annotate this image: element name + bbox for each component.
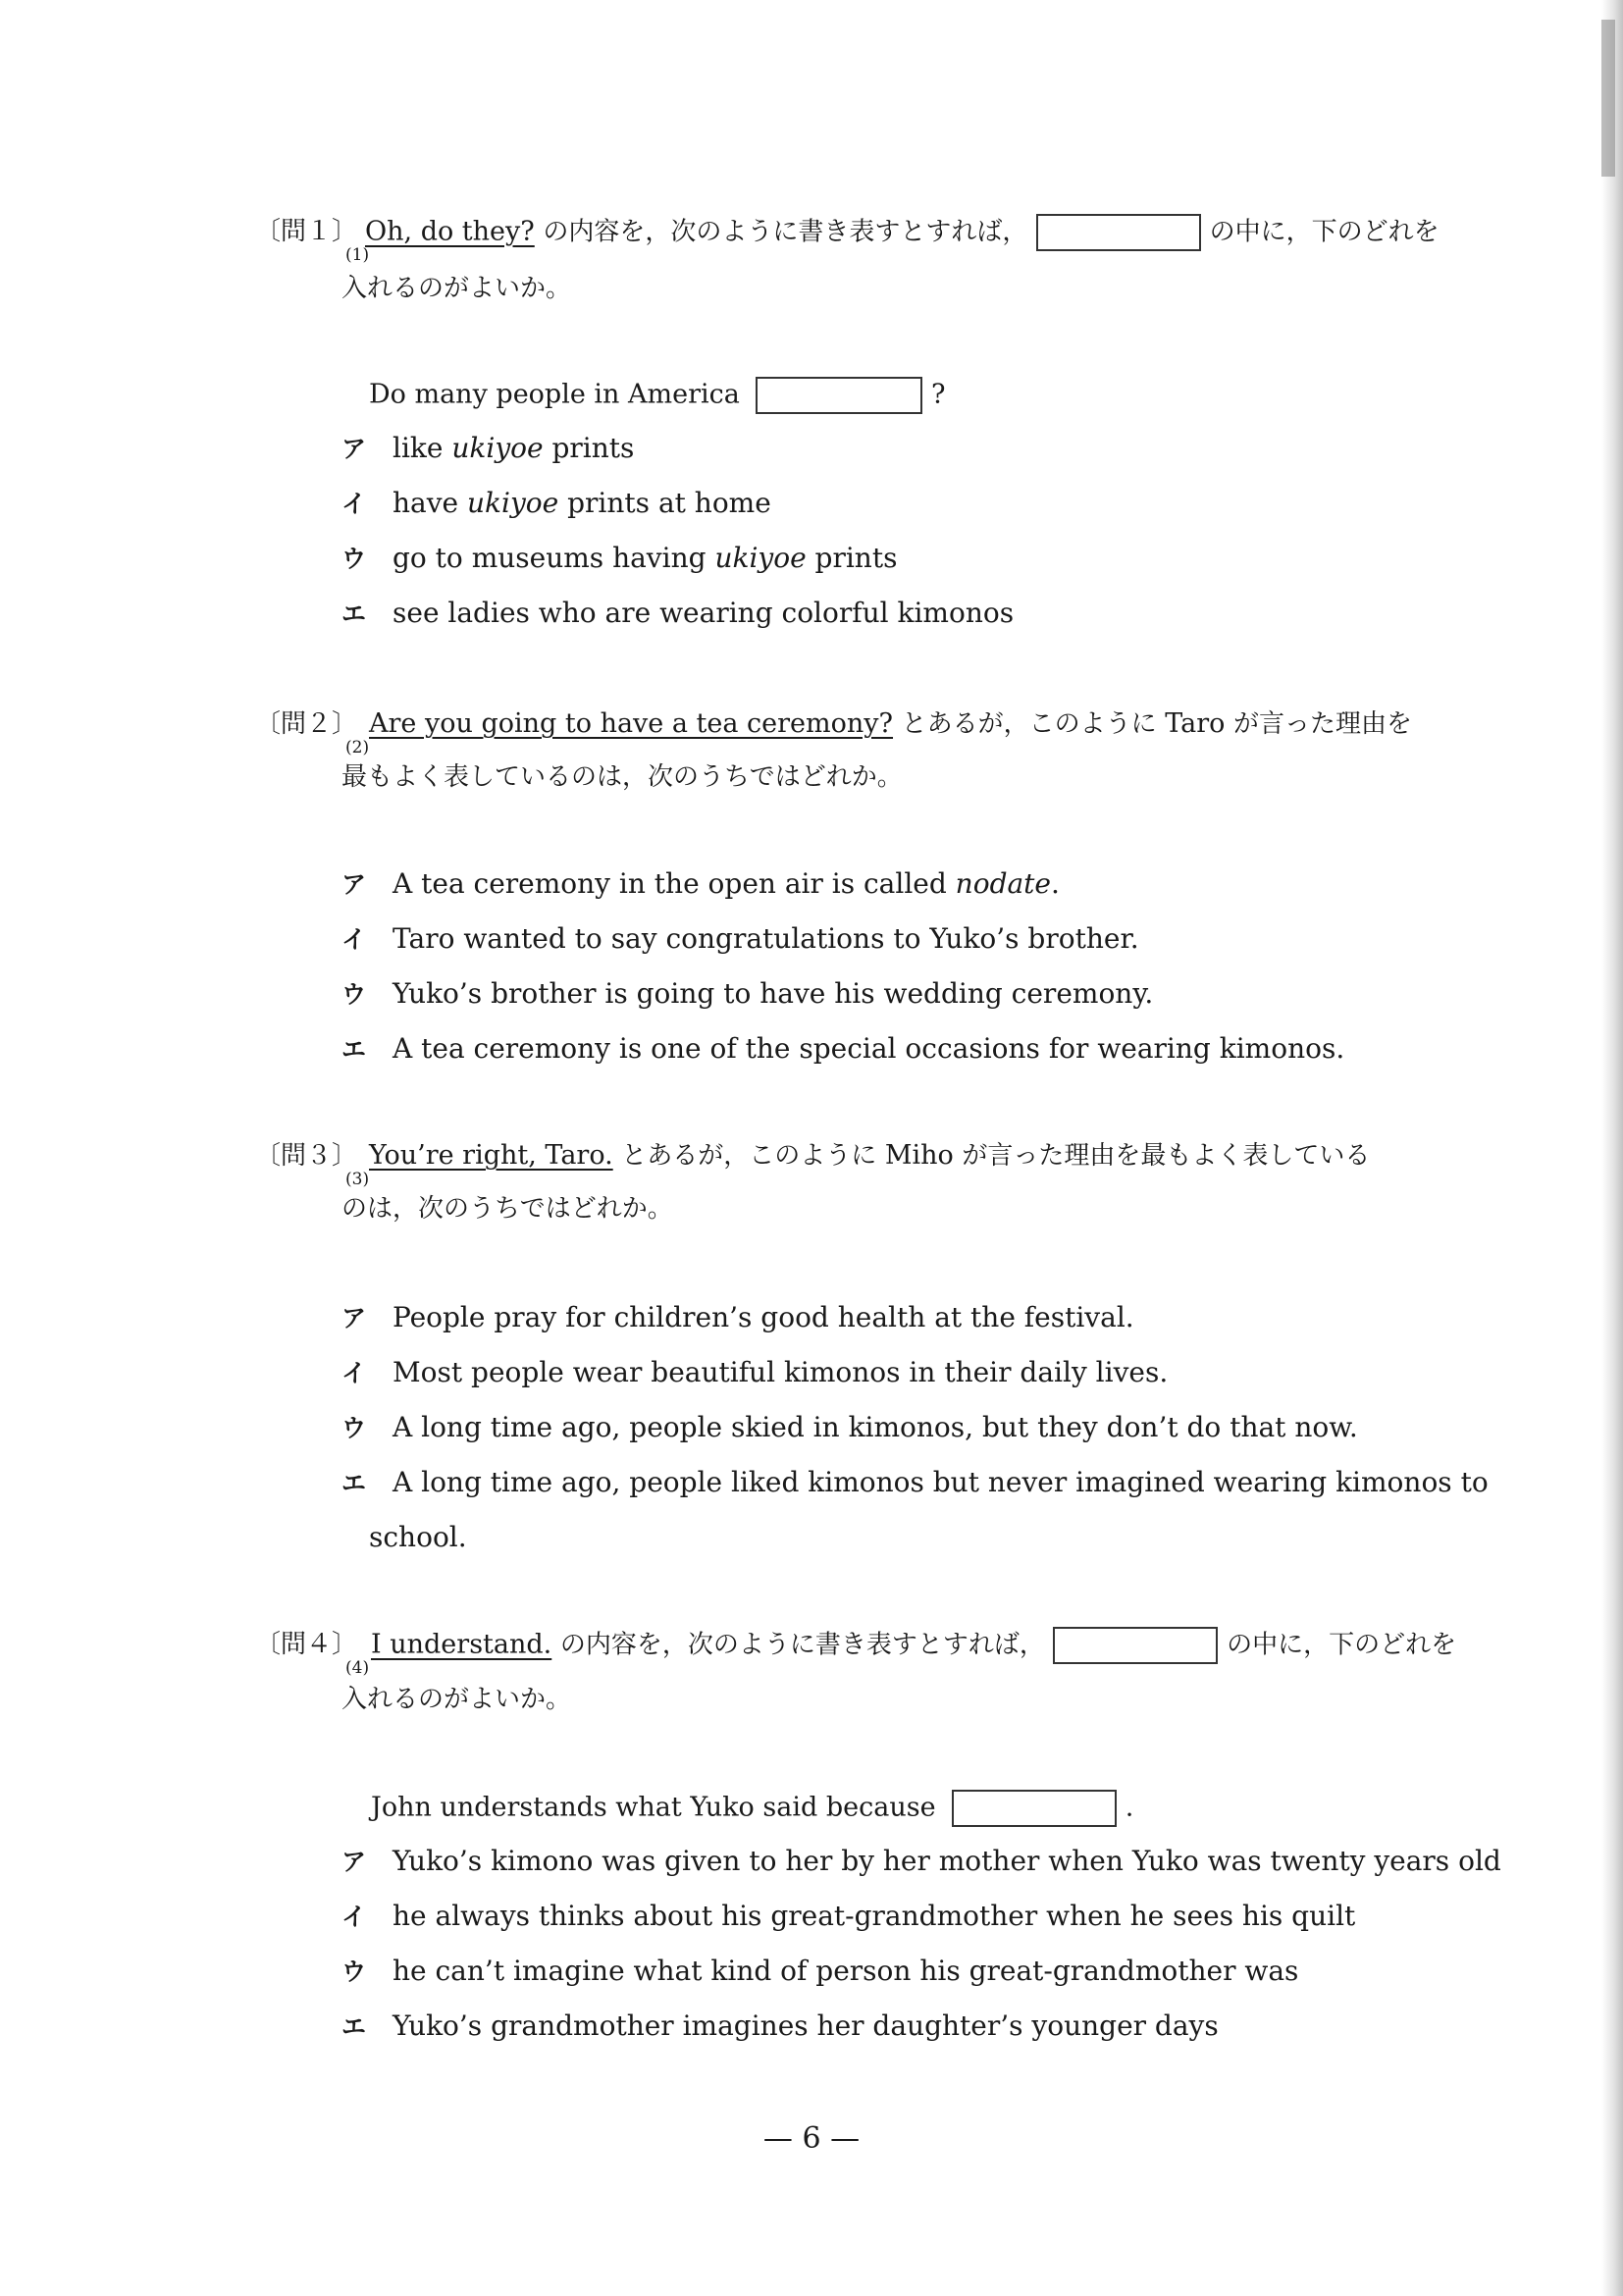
- q3-stem-line1: [369, 1138, 1370, 1174]
- q1-answer-box: [1036, 214, 1201, 251]
- q1-option-d-text: see ladies who are wearing colorful kimonos: [393, 597, 1015, 629]
- q4-sentence: [371, 1790, 1133, 1827]
- q1-sentence: [369, 377, 946, 414]
- q4-label: 〔問４〕: [255, 1630, 358, 1659]
- q1-option-a-text-end: prints: [543, 432, 635, 464]
- q4-sentence-end: .: [1125, 1792, 1134, 1823]
- q3-option-c-key: ウ: [341, 1414, 367, 1442]
- q4-option-b-text: he always thinks about his great-grandmother when he sees his quilt: [393, 1900, 1356, 1932]
- q4-option-b: [341, 1898, 1355, 1936]
- scan-shadow-mark: [1601, 20, 1615, 177]
- q2-option-a-text: A tea ceremony in the open air is called: [393, 867, 956, 900]
- q4-stem-line1: [371, 1627, 1456, 1664]
- q4-stem-part-a: の内容を，次のように書き表すとすれば，: [559, 1630, 1045, 1660]
- q3-label: 〔問３〕: [255, 1141, 358, 1171]
- q1-option-a-key: ア: [341, 435, 367, 463]
- q3-reference-number: (3): [345, 1170, 370, 1189]
- q2-underlined-phrase: Are you going to have a tea ceremony?: [369, 708, 894, 739]
- q1-option-a-italic: ukiyoe: [451, 432, 544, 464]
- q2-option-b-key: イ: [341, 925, 367, 954]
- q3-option-a: [341, 1299, 1134, 1337]
- footer-dash-right: —: [820, 2121, 861, 2156]
- q2-option-c-key: ウ: [341, 980, 367, 1009]
- q1-reference-number: (1): [345, 245, 370, 265]
- q2-option-b: [341, 920, 1139, 959]
- q4-option-c: [341, 1953, 1298, 1991]
- q4-reference-number: (4): [345, 1658, 370, 1678]
- q1-sentence-blank: [756, 377, 922, 414]
- q2-stem-line1: [369, 706, 1412, 742]
- q1-option-b: [341, 485, 771, 523]
- q2-option-c: [341, 975, 1153, 1014]
- q1-stem-part-b: の中に，下のどれを: [1209, 217, 1440, 247]
- q4-option-b-key: イ: [341, 1903, 367, 1931]
- q3-option-d-text: A long time ago, people liked kimonos but never imagined wearing kimonos to: [393, 1466, 1489, 1498]
- q4-option-c-key: ウ: [341, 1957, 367, 1986]
- q1-option-c-text: go to museums having: [393, 542, 715, 574]
- q1-underlined-phrase: Oh, do they?: [365, 216, 535, 247]
- q2-option-d-text: A tea ceremony is one of the special occasions for wearing kimonos.: [393, 1032, 1345, 1065]
- q4-option-a-text: Yuko’s kimono was given to her by her mother when Yuko was twenty years old: [393, 1845, 1501, 1877]
- q2-stem-part-b: が言った理由を: [1232, 709, 1412, 739]
- page-footer: [0, 2119, 1623, 2159]
- footer-dash-left: —: [762, 2121, 803, 2156]
- q1-option-c-text-end: prints: [806, 542, 898, 574]
- q4-option-d-text: Yuko’s grandmother imagines her daughter’s younger days: [393, 2009, 1219, 2042]
- q4-option-c-text: he can’t imagine what kind of person his great-grandmother was: [393, 1955, 1299, 1987]
- q4-answer-box: [1053, 1627, 1218, 1664]
- q1-option-d: [341, 595, 1014, 633]
- q1-stem-line1: [365, 214, 1440, 251]
- q2-option-d-key: エ: [341, 1035, 367, 1064]
- q3-option-b: [341, 1354, 1168, 1392]
- q1-option-c-italic: ukiyoe: [714, 542, 807, 574]
- q1-option-b-key: イ: [341, 490, 367, 518]
- q4-stem-part-b: の中に，下のどれを: [1227, 1630, 1457, 1660]
- q2-option-d: [341, 1030, 1344, 1069]
- q3-option-b-text: Most people wear beautiful kimonos in their daily lives.: [393, 1356, 1169, 1388]
- q2-option-a: [341, 865, 1060, 904]
- scan-shadow-edge: [1601, 0, 1623, 2296]
- q1-option-c: [341, 540, 897, 578]
- q3-stem-name: Miho: [884, 1140, 954, 1171]
- q3-option-a-key: ア: [341, 1304, 367, 1332]
- q1-option-d-key: エ: [341, 600, 367, 628]
- q2-option-a-text-end: .: [1051, 867, 1060, 900]
- q2-reference-number: (2): [345, 738, 370, 757]
- q1-option-b-italic: ukiyoe: [467, 487, 559, 519]
- q2-label: 〔問２〕: [255, 709, 358, 739]
- q1-label: 〔問１〕: [255, 217, 358, 246]
- q1-option-a: [341, 430, 634, 468]
- q2-stem-line2: 最もよく表しているのは，次のうちではどれか。: [341, 762, 903, 792]
- q4-option-a: [341, 1843, 1501, 1881]
- q3-option-c-text: A long time ago, people skied in kimonos, but they don’t do that now.: [393, 1411, 1358, 1443]
- q3-option-d: [341, 1464, 1489, 1502]
- q4-sentence-start: John understands what Yuko said because: [371, 1792, 936, 1823]
- q1-stem-part-a: の内容を，次のように書き表すとすれば，: [543, 217, 1028, 247]
- q1-option-b-text-end: prints at home: [558, 487, 771, 519]
- q1-option-b-text: have: [393, 487, 468, 519]
- q3-option-d-key: エ: [341, 1469, 367, 1497]
- q1-option-a-text: like: [393, 432, 452, 464]
- q3-underlined-phrase: You’re right, Taro.: [369, 1140, 613, 1171]
- q3-option-a-text: People pray for children’s good health at the festival.: [393, 1301, 1134, 1333]
- q1-option-c-key: ウ: [341, 545, 367, 573]
- page-number: 6: [802, 2121, 821, 2156]
- q3-stem-part-b: が言った理由を最もよく表している: [962, 1141, 1371, 1171]
- q4-stem-line2: 入れるのがよいか。: [341, 1685, 572, 1714]
- q4-option-d: [341, 2008, 1219, 2046]
- q2-stem-name: Taro: [1165, 708, 1226, 739]
- q4-option-d-key: エ: [341, 2012, 367, 2041]
- q2-option-c-text: Yuko’s brother is going to have his wedding ceremony.: [393, 977, 1154, 1010]
- q2-option-b-text: Taro wanted to say congratulations to Yuko’s brother.: [393, 922, 1139, 955]
- q3-stem-part-a: とあるが，このように: [621, 1141, 877, 1171]
- q3-option-d-continuation: school.: [369, 1521, 467, 1553]
- q2-option-a-key: ア: [341, 870, 367, 899]
- q4-underlined-phrase: I understand.: [371, 1629, 552, 1660]
- q1-sentence-end: ?: [931, 379, 946, 410]
- q3-stem-line2: のは，次のうちではどれか。: [341, 1194, 673, 1224]
- q3-option-c: [341, 1409, 1358, 1447]
- q4-sentence-blank: [952, 1790, 1117, 1827]
- q1-stem-line2: 入れるのがよいか。: [341, 274, 572, 303]
- q2-option-a-italic: nodate: [955, 867, 1052, 900]
- q1-sentence-start: Do many people in America: [369, 379, 740, 410]
- q4-option-a-key: ア: [341, 1848, 367, 1876]
- q2-stem-part-a: とあるが，このように: [901, 709, 1157, 739]
- q3-option-b-key: イ: [341, 1359, 367, 1387]
